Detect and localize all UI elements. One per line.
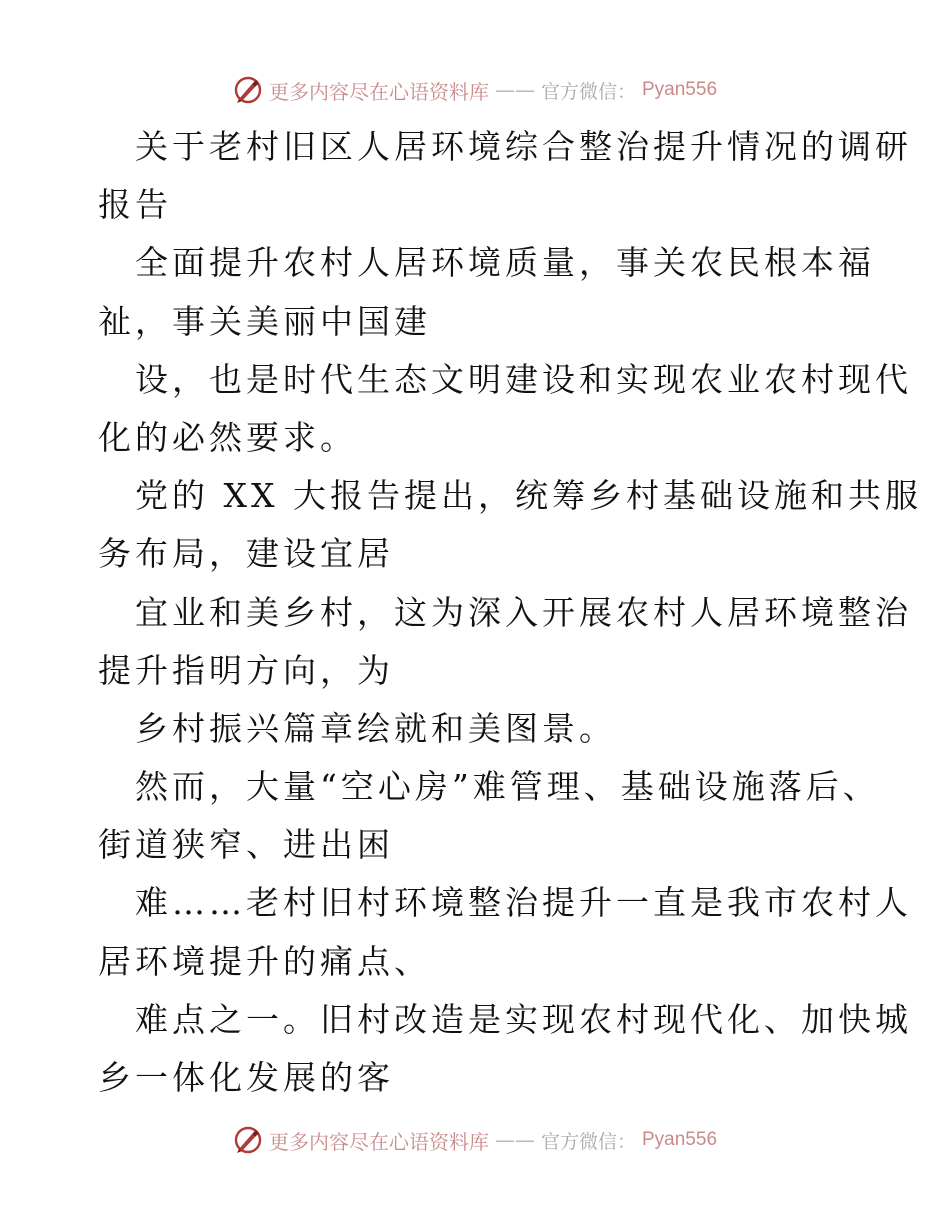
pen-logo-icon <box>233 75 263 105</box>
doc-line: 乡一体化发展的客 <box>98 1058 394 1097</box>
doc-line: 化的必然要求。 <box>98 417 357 457</box>
doc-line: 难点之一。旧村改造是实现农村现代化、加快城 <box>135 999 912 1039</box>
doc-line: 设，也是时代生态文明建设和实现农业农村现代 <box>135 359 912 399</box>
doc-line-title-2: 报告 <box>98 185 172 225</box>
doc-line: 提升指明方向，为 <box>98 650 394 690</box>
doc-line: 街道狭窄、进出困 <box>98 825 394 865</box>
doc-line: 乡村振兴篇章绘就和美图景。 <box>135 708 616 748</box>
doc-line: 祉，事关美丽中国建 <box>98 301 431 341</box>
banner-wechat-id: Pyan556 <box>642 1129 718 1150</box>
pen-logo-icon <box>233 1125 263 1155</box>
header-watermark-banner <box>0 72 950 108</box>
banner-wechat-label: 官方微信： <box>540 80 636 103</box>
banner-site-text: 更多内容尽在心语资料库 <box>268 79 489 104</box>
banner-site-text: 更多内容尽在心语资料库 <box>268 1129 489 1154</box>
doc-line: 难……老村旧村环境整治提升一直是我市农村人 <box>135 883 912 923</box>
doc-line: 然而，大量“空心房”难管理、基础设施落后、 <box>135 767 880 807</box>
banner-wechat-label: 官方微信： <box>540 1130 636 1153</box>
banner-dash: —— <box>494 78 535 102</box>
banner-dash: —— <box>494 1128 535 1152</box>
footer-watermark-banner <box>0 1122 950 1158</box>
banner-wechat-id: Pyan556 <box>642 79 718 100</box>
doc-line: 宜业和美乡村，这为深入开展农村人居环境整治 <box>135 592 912 632</box>
doc-line-title-1: 关于老村旧区人居环境综合整治提升情况的调研 <box>135 127 912 166</box>
doc-line: 务布局，建设宜居 <box>98 534 394 574</box>
doc-line: 全面提升农村人居环境质量，事关农民根本福 <box>135 243 875 283</box>
doc-line: 党的 XX 大报告提出，统筹乡村基础设施和共服 <box>135 476 922 516</box>
doc-line: 居环境提升的痛点、 <box>98 941 431 981</box>
document-body <box>98 118 922 1107</box>
